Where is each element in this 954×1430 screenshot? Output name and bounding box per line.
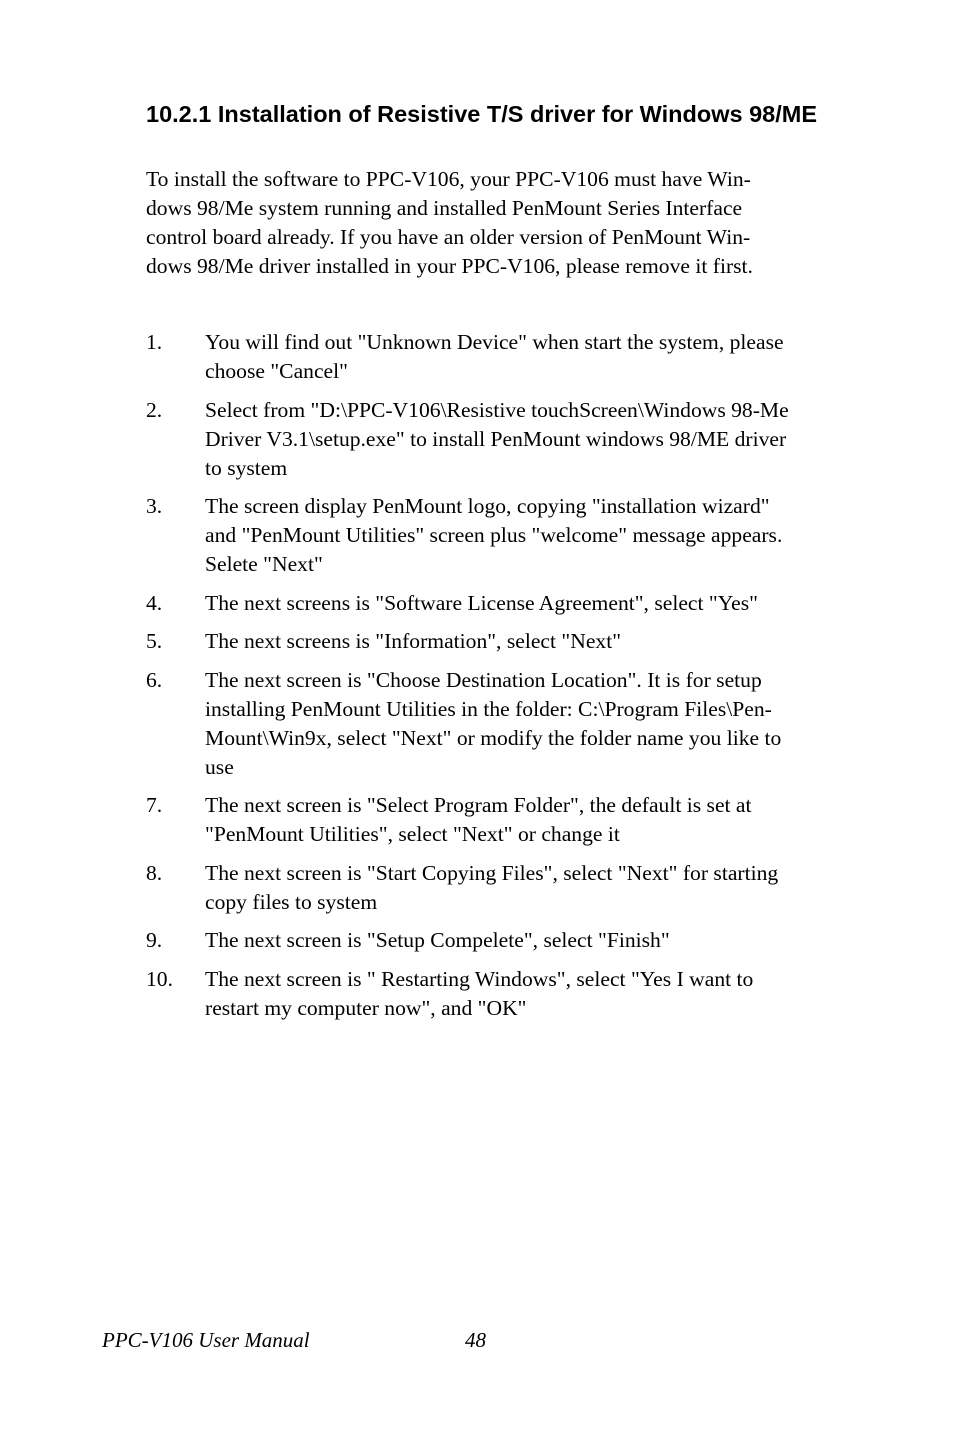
- step-number: 8.: [146, 860, 163, 885]
- step-number: 3.: [146, 494, 163, 518]
- step-item: [146, 926, 856, 955]
- step-item: [146, 791, 856, 849]
- step-text: Select from "D:\PPC-V106\Resistive touchScreen\Windows 98-Me Driver V3.1\setup.exe" to install PenMount windows 98/ME driver to system: [205, 397, 789, 480]
- step-text: The next screen is " Restarting Windows", select "Yes I want to restart my computer now", and "OK": [205, 966, 754, 1020]
- step-number: 2.: [146, 397, 163, 422]
- step-text: The next screens is "Information", select "Next": [205, 629, 622, 653]
- footer-manual-title: PPC-V106 User Manual: [102, 1328, 310, 1352]
- step-item: [146, 396, 856, 483]
- step-text: You will find out "Unknown Device" when start the system, please choose "Cancel": [205, 330, 784, 383]
- step-item: [146, 627, 856, 656]
- step-text: The next screen is "Select Program Folder", the default is set at "PenMount Utilities", select "Next" or change it: [205, 793, 752, 846]
- intro-paragraph: To install the software to PPC-V106, your PPC-V106 must have Win- dows 98/Me system running and installed PenMount Series Interface control board already. If you have an older version of PenMount Win- dows 98/Me driver installed in your PPC-V106, please remove it first.: [146, 167, 753, 278]
- step-text: The next screen is "Start Copying Files", select "Next" for starting copy files to system: [205, 860, 779, 914]
- step-item: [146, 492, 856, 579]
- step-item: [146, 328, 856, 386]
- section-heading: 10.2.1 Installation of Resistive T/S driver for Windows 98/ME: [146, 101, 818, 127]
- step-number: 6.: [146, 667, 163, 692]
- step-text: The next screens is "Software License Agreement", select "Yes": [205, 590, 758, 615]
- step-text: The next screen is "Setup Compelete", select "Finish": [205, 928, 670, 952]
- step-item: [146, 965, 856, 1023]
- step-number: 9.: [146, 928, 163, 952]
- step-text: The screen display PenMount logo, copying "installation wizard" and "PenMount Utilities" screen plus "welcome" message appears. Selete "Next": [205, 494, 783, 576]
- step-text: The next screen is "Choose Destination Location". It is for setup installing PenMount Utilities in the folder: C:\Program Files\Pen- Mount\Win9x, select "Next" or modify the folder name you like to use: [205, 667, 782, 779]
- footer-page-number: 48: [465, 1328, 486, 1352]
- installation-steps-list: [146, 328, 856, 1032]
- step-item: [146, 859, 856, 917]
- step-number: 1.: [146, 330, 163, 354]
- step-number: 5.: [146, 629, 163, 653]
- step-number: 4.: [146, 590, 163, 615]
- step-item: [146, 589, 856, 618]
- step-number: 7.: [146, 793, 163, 817]
- step-number: 10.: [146, 966, 173, 991]
- step-item: [146, 666, 856, 782]
